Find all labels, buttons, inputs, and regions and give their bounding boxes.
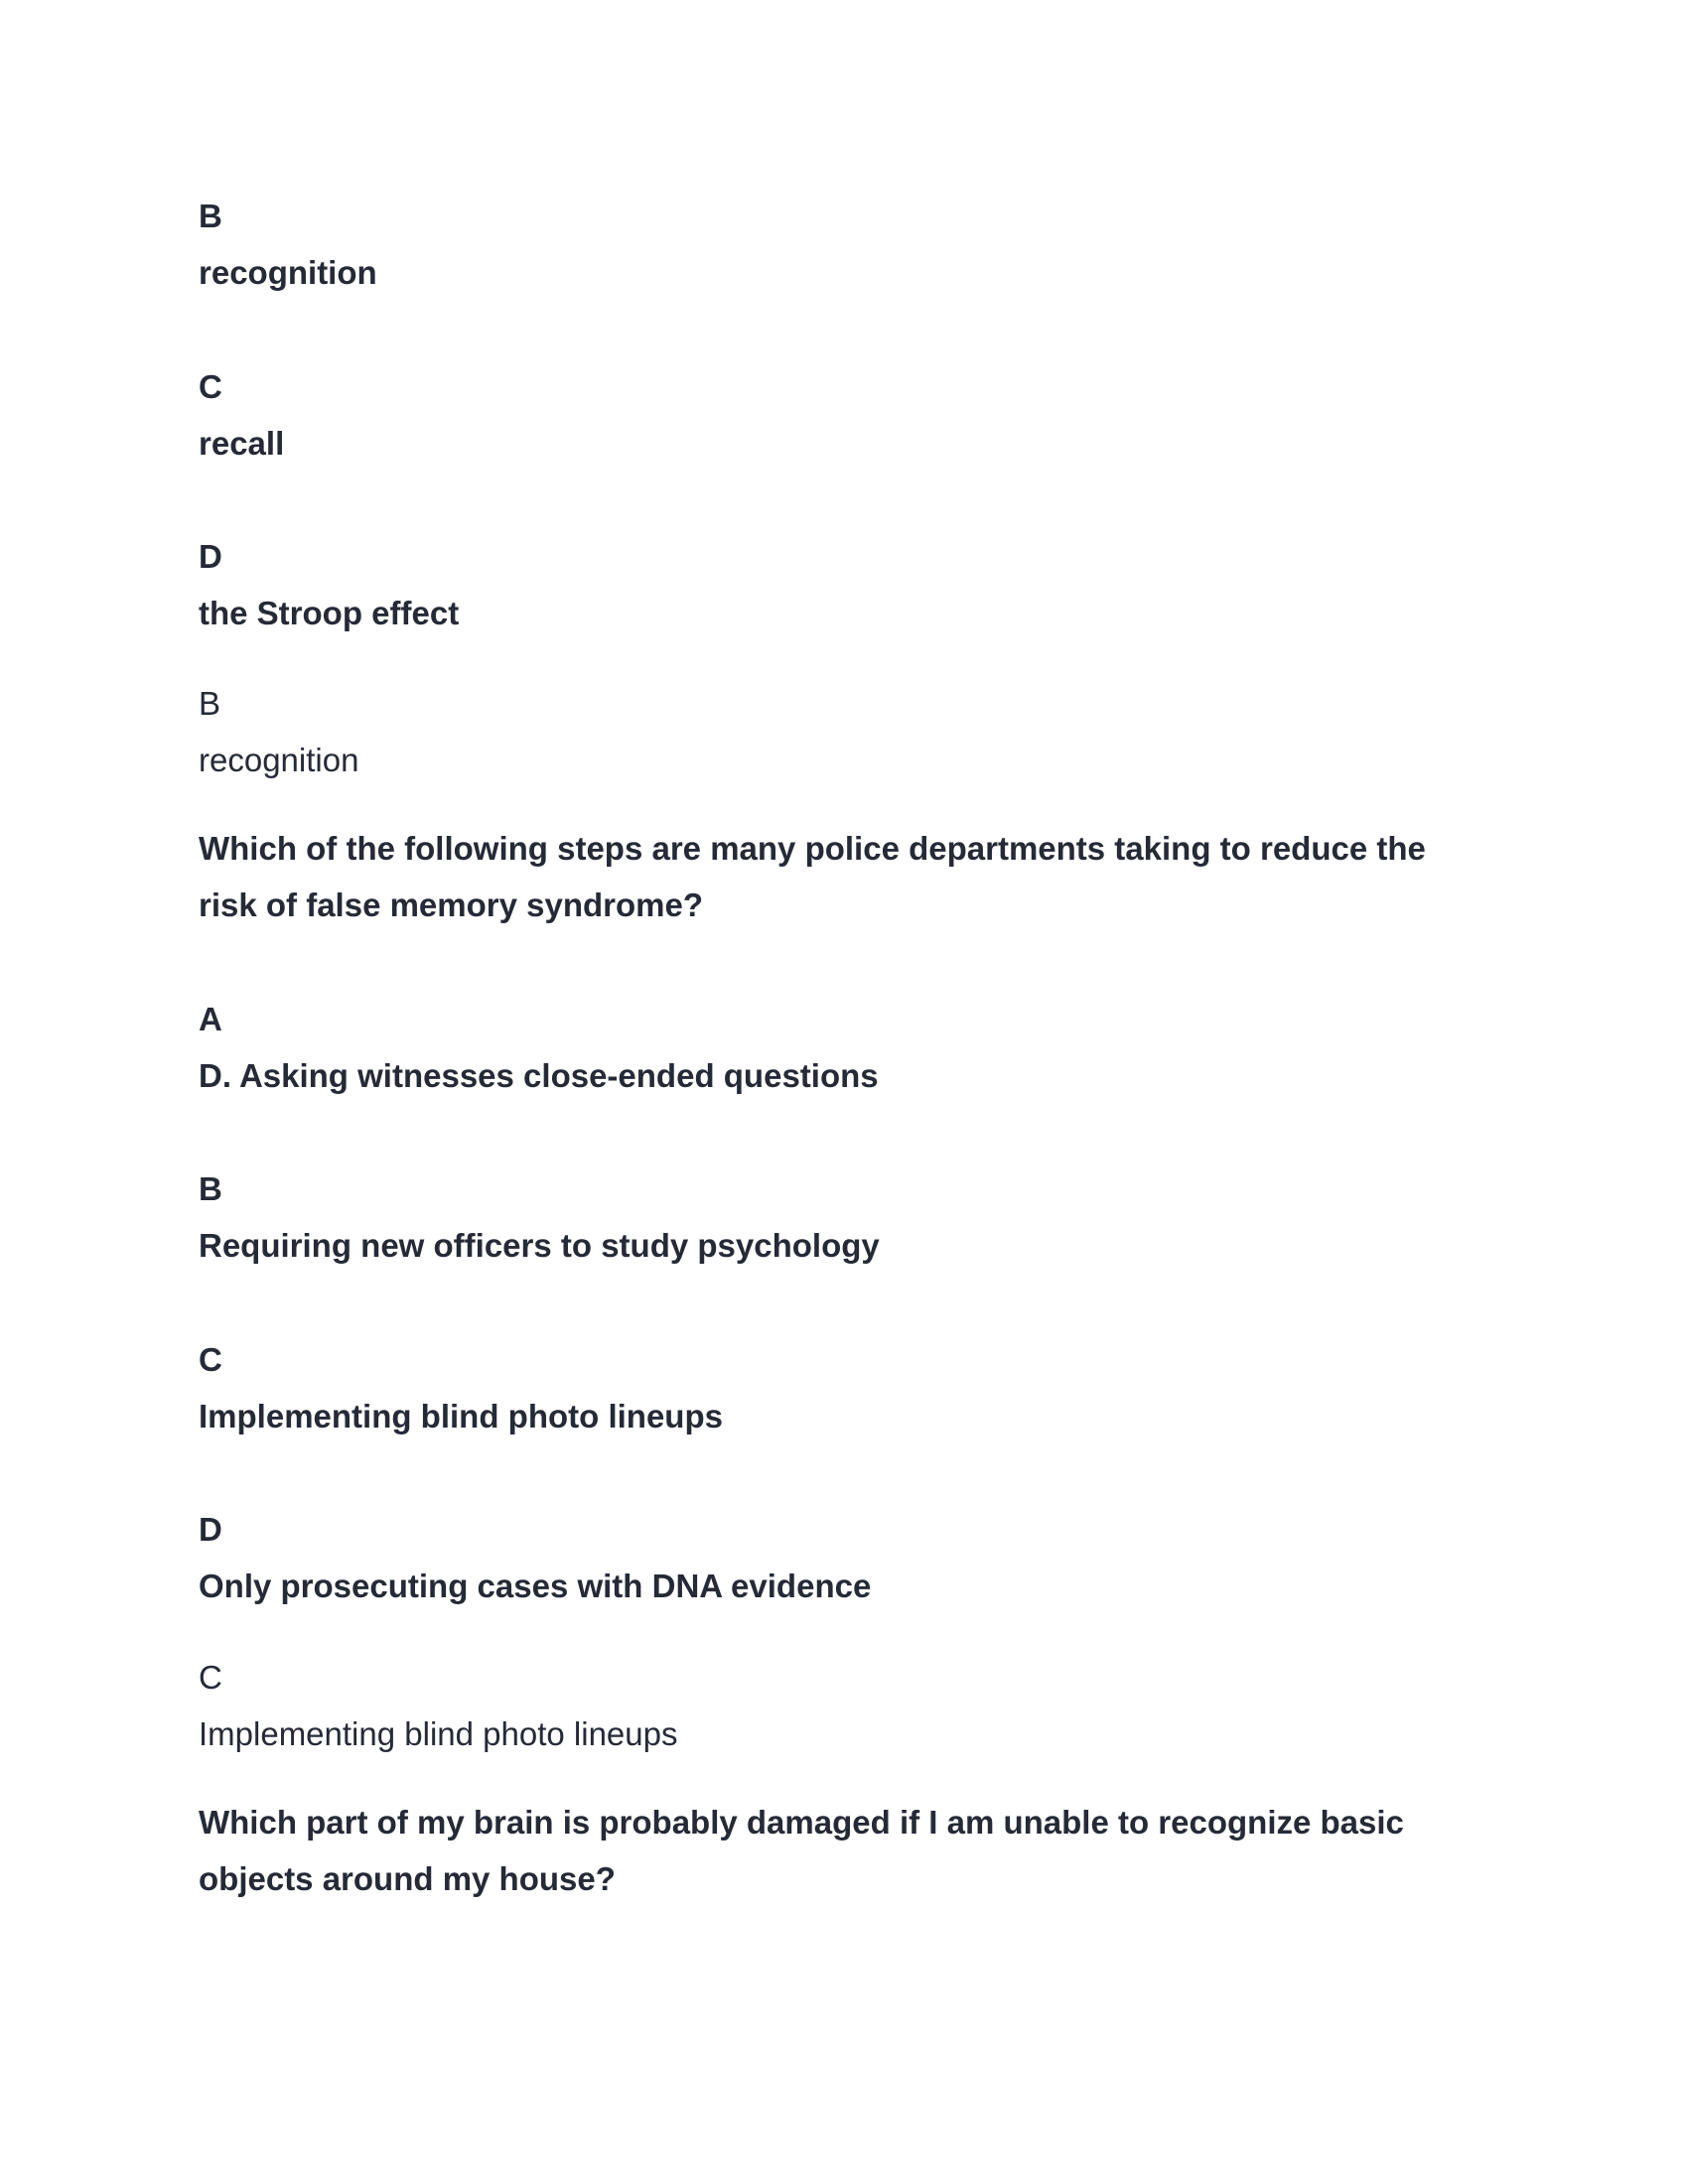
option-text: Implementing blind photo lineups: [199, 1398, 723, 1434]
option-letter: B: [199, 198, 222, 234]
answer-text: recognition: [199, 742, 359, 778]
option-letter: D: [199, 1511, 222, 1548]
option-text: Requiring new officers to study psychology: [199, 1227, 880, 1264]
option-text: D. Asking witnesses close-ended questions: [199, 1057, 879, 1094]
option-letter: B: [199, 1170, 222, 1207]
option-letter: C: [199, 1341, 222, 1378]
option-letter: C: [199, 368, 222, 405]
option-text: recall: [199, 425, 285, 462]
document-page: [199, 0, 1489, 2184]
answer-letter: B: [199, 685, 221, 722]
option-text: recognition: [199, 254, 377, 291]
answer-text: Implementing blind photo lineups: [199, 1715, 678, 1752]
option-text: Only prosecuting cases with DNA evidence: [199, 1568, 872, 1604]
option-letter: A: [199, 1001, 222, 1037]
option-letter: D: [199, 538, 222, 575]
answer-letter: C: [199, 1659, 222, 1696]
question-text: Which of the following steps are many police departments taking to reduce the risk of false memory syndrome?: [199, 830, 1426, 923]
question-text: Which part of my brain is probably damaged if I am unable to recognize basic objects around my house?: [199, 1804, 1404, 1897]
option-text: the Stroop effect: [199, 595, 460, 631]
